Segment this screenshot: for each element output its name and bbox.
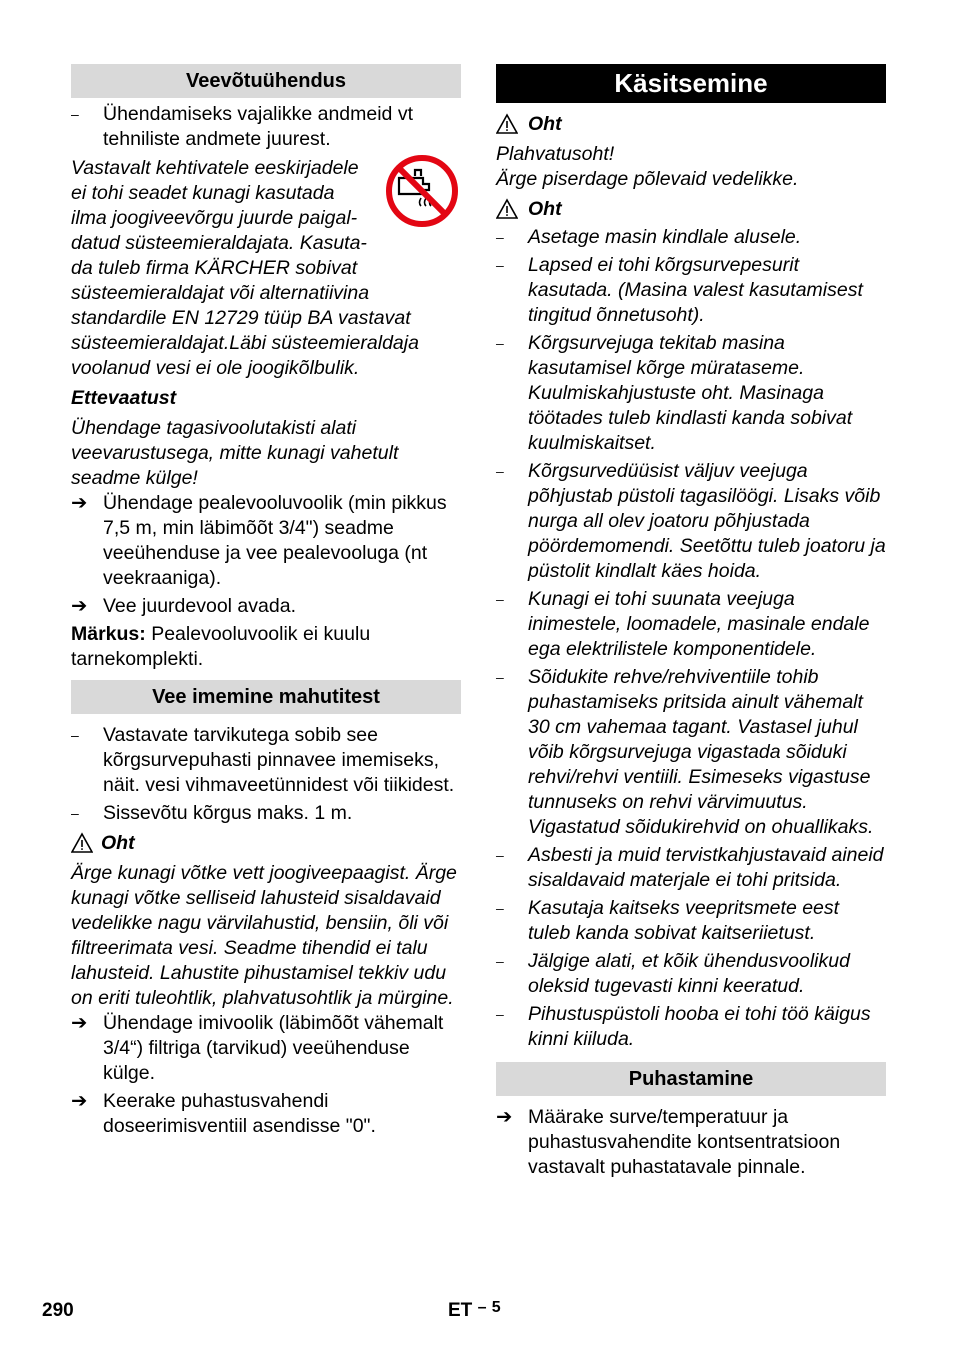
dash-marker: –	[71, 805, 79, 821]
dash-marker: –	[71, 106, 79, 122]
list-item: – Kõrgsurvedüüsist väljuv veejuga põhjustab püstoli tagasilöögi. Lisaks võib nurga all olev joatoru põhjustada pöördemomendi. Seetõttu tuleb joatoru ja püstolit kindlalt käes hoida.	[496, 460, 886, 582]
right-arrow-icon: ➔	[71, 1090, 88, 1112]
step-item: ➔ Keerake puhastusvahendi doseerimisventiil asendisse "0".	[71, 1090, 376, 1137]
list-item: – Ühendamiseks vajalikke andmeid vt tehniliste andmete juurest.	[71, 103, 413, 150]
warning-triangle-icon	[496, 113, 518, 135]
note: Märkus: Pealevooluvoolik ei kuulu tarnekomplekti.	[71, 623, 371, 670]
list-item: – Kõrgsurvejuga tekitab masina kasutamisel kõrge müratasеme. Kuulmiskahjustuste oht. Masinaga töötades tuleb kindlasti kanda sobivat kuulmiskaitset.	[496, 332, 853, 454]
warning-title: Oht	[496, 197, 886, 222]
list-item: – Sõidukite rehve/rehviventiile tohib puhastamiseks pritsida ainult vähemalt 30 cm vahemaa tagant. Vastasel juhul võib kõrgsurvejuga vigastada sõiduki rehvi/rehvi ventiili. Esimeseks vigastuse tunnuseks on rehvi värvimuutus. Vigastatud sõidukirehvid on ohuallikaks.	[496, 666, 874, 838]
right-arrow-icon: ➔	[71, 492, 88, 514]
section-heading-puhastamine: Puhastamine	[496, 1062, 886, 1096]
list-item: – Lapsed ei tohi kõrgsurvepesurit kasutada. (Masina valest kasutamisest tingitud õnnetusoht).	[496, 254, 863, 326]
step-item: ➔ Ühendage pealevooluvoolik (min pikkus 7,5 m, min läbimõõt 3/4") seadme veeühenduse ja vee pealevooluga (nt veekraaniga).	[71, 492, 447, 589]
dash-marker: –	[71, 727, 79, 743]
list-item: – Vastavate tarvikutega sobib see kõrgsurvepuhasti pinnavee imemiseks, näit. vesi vihmaveetünnidest või tiikidest.	[71, 724, 455, 796]
warning-title: Oht	[496, 112, 886, 137]
section-heading-vee-imemine: Vee imemine mahutitest	[71, 680, 461, 714]
list-item: – Pihustuspüstoli hooba ei tohi töö käigus kinni kiiluda.	[496, 1003, 871, 1050]
section-heading-kasitsemine: Käsitsemine	[496, 64, 886, 103]
page-number: 290	[42, 1300, 74, 1321]
regulation-paragraph: Vastavalt kehtivatele eeskirjadele ei tohi seadet kunagi kasutada ilma joogiveevõrgu juurde paigal- datud süsteemieraldajata. Kasuta- da tuleb firma KÄRCHER sobivat süsteemieraldajat või alternatiivina standardile EN 12729 tüüp BA vastavat süsteemieraldajat.Läbi süsteemieraldaja voolanud vesi ei ole joogikõlbulik.	[71, 156, 461, 381]
no-drinking-water-icon	[385, 154, 459, 228]
right-arrow-icon: ➔	[71, 1012, 88, 1034]
step-item: ➔ Vee juurdevool avada.	[71, 595, 296, 617]
list-item: – Kasutaja kaitseks veepritsmete eest tuleb kanda sobivat kaitseriietust.	[496, 897, 840, 944]
safety-list	[496, 225, 886, 1052]
step-item: ➔ Ühendage imivoolik (läbimõõt vähemalt 3/4“) filtriga (tarvikud) veeühenduse külge.	[71, 1012, 444, 1084]
right-arrow-icon: ➔	[496, 1106, 513, 1128]
step-item: ➔ Määrake surve/temperatuur ja puhastusvahendite kontsentratsioon vastavalt puhastatavale pinnale.	[496, 1106, 841, 1178]
section-heading-veevotuuhendus: Veevõtuühendus	[71, 64, 461, 98]
left-column	[71, 64, 461, 1139]
warning-triangle-icon	[496, 198, 518, 220]
list-item: – Kunagi ei tohi suunata veejuga inimestele, loomadele, masinale endale ega elektrilistele komponentidele.	[496, 588, 870, 660]
caution-text: Ühendage tagasivoolutakisti alati veevarustusega, mitte kunagi vahetult seadme külge!	[71, 417, 399, 489]
caution-title: Ettevaatust	[71, 387, 177, 409]
right-column: Käsitsemine Oht Plahvatusoht! Ärge piserdage põlevaid vedelikke. Oht – Asetage masin kindlale alusele. – Lapsed ei tohi kõrgsurvepesurit kasutada. (Masina valest kasutamisest tingitud õnnetusoht). – Kõrgsurvejuga tekitab masina kasutamisel kõrge müratasеme. Kuulmiskahjustuste oht. Masinaga töötades tuleb kindlasti kanda sobivat kuulmiskaitset. – Kõrgsurvedüüsist väljuv veejuga põhjustab püstoli tagasilöögi. Lisaks võib nurga all olev joatoru põhjustada pöördemomendi. Seetõttu tuleb joatoru ja püstolit kindlalt käes hoida. – Kunagi ei tohi suunata veejuga inimestele, loomadele, masinale endale ega elektrilistele komponentidele. – Sõidukite rehve/rehviventiile tohib puhastamiseks pritsida ainult vähemalt 30 cm vahemaa tagant. Vastasel juhul võib kõrgsurvejuga vigastada sõiduki rehvi/rehvi ventiili. Esimeseks vigastuse tunnuseks on rehvi värvimuutus. Vigastatud sõidukirehvid on ohuallikaks. – Asbesti ja muid tervistkahjustavaid aineid sisaldavaid materjale ei tohi pritsida. – Kasutaja kaitseks veepritsmete eest tuleb kanda sobivat kaitseriietust. – Jälgige alati, et kõik ühendusvoolikud oleksid tugevasti kinni keeratud. – Pihustuspüstoli hooba ei tohi töö käigus kinni kiiluda. Puhastamine ➔ Määrake surve/temperatuur ja puhastusvahendite kontsentratsioon vastavalt puhastatavale pinnale.	[496, 64, 886, 1180]
list-item: – Asetage masin kindlale alusele.	[496, 226, 802, 248]
page-language-marker: ET – $^5$	[448, 1299, 501, 1321]
warning-text: Ärge kunagi võtke vett joogiveepaagist. Ärge kunagi võtke selliseid lahusteid sisaldavaid vedelikke nagu värvilahustid, bensiin, õli või filtreerimata vesi. Seadme tihendid ei talu lahusteid. Lahustite pihustamisel tekkiv udu on eriti tuleohtlik, plahvatusohtlik ja mürgine.	[71, 862, 457, 1009]
warning-title: Oht	[71, 831, 461, 856]
list-item: – Jälgige alati, et kõik ühendusvoolikud oleksid tugevasti kinni keeratud.	[496, 950, 850, 997]
warning-triangle-icon	[71, 832, 93, 854]
list-item: – Sissevõtu kõrgus maks. 1 m.	[71, 802, 353, 824]
right-arrow-icon: ➔	[71, 595, 88, 617]
list-item: – Asbesti ja muid tervistkahjustavaid aineid sisaldavaid materjale ei tohi pritsida.	[496, 844, 884, 891]
